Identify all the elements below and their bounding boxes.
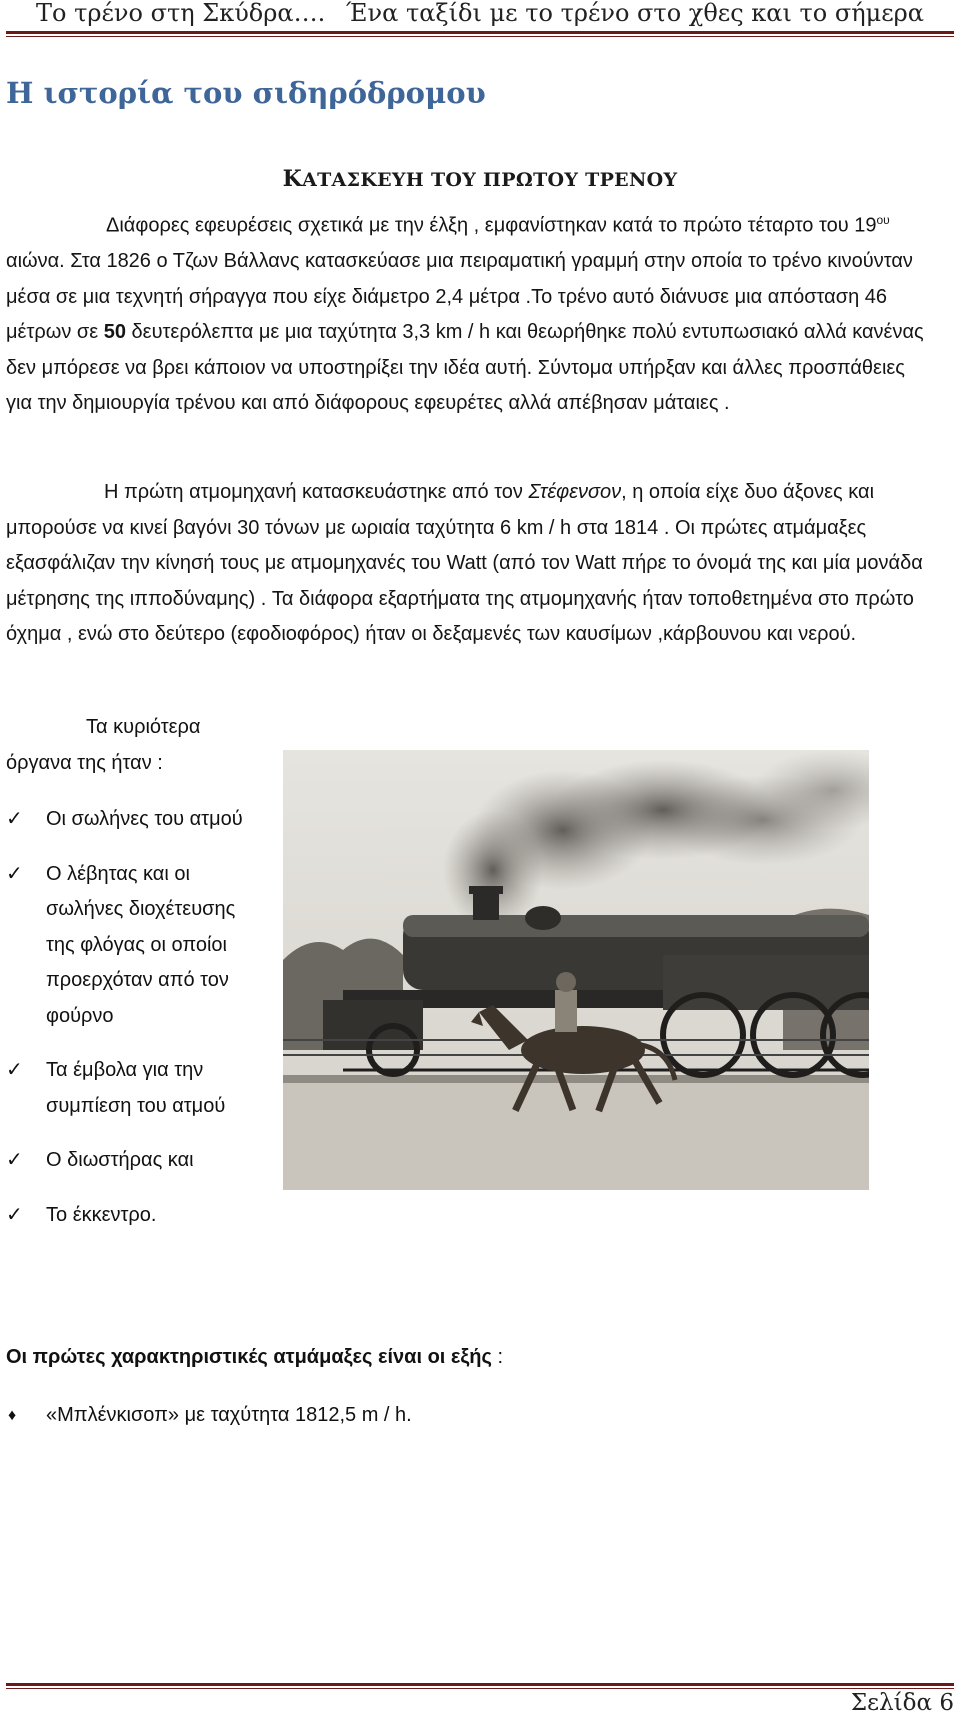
header-right-title: Ένα ταξίδι με το τρένο στο χθες και το σήμερα (345, 0, 924, 27)
list-item (6, 1143, 266, 1179)
organs-intro-line2: όργανα της ήταν : (6, 751, 163, 774)
para1-bold-number: 50 (103, 321, 126, 344)
subheading-initial: Κ (282, 166, 303, 192)
organs-intro-line1: Τα κυριότερα (86, 716, 201, 738)
para1-text-a: Διάφορες εφευρέσεις σχετικά με την έλξη , εμφανίστηκαν κατά το πρώτο τέταρτο του 19 (106, 214, 877, 237)
header-rule-thick (6, 31, 954, 34)
para2-text-a: Η πρώτη ατμομηχανή κατασκευάστηκε από τον (104, 481, 529, 503)
locomotives-heading (6, 1340, 503, 1376)
header-left-title: Το τρένο στη Σκύδρα…. (36, 0, 326, 27)
check-icon: ✓ (6, 1203, 23, 1226)
organs-checklist (6, 802, 266, 1233)
check-icon: ✓ (6, 1059, 23, 1081)
diamond-bullet-icon: ♦ (8, 1407, 17, 1424)
check-icon: ✓ (6, 1149, 23, 1171)
locomotives-heading-bold: Οι πρώτες χαρακτηριστικές ατμάμαξες είναι οι εξής (6, 1346, 492, 1368)
list-item (6, 1198, 266, 1234)
list-item-text: Ο διωστήρας και (46, 1149, 194, 1171)
para2-text-b: , η οποία είχε δυο άξονες και μπορούσε να κινεί βαγόνι 30 τόνων με ωριαία ταχύτητα 6 km / h στα 1814 . Οι πρώτες ατμάμαξες εξασφάλιζαν την κίνησή τους με ατμομηχανές του Watt (από τον Watt πήρε το όνομά της και μία μονάδα μέτρησης της ιπποδύναμης) . Τα διάφορα εξαρτήματα της ατμομηχανής ήταν τοποθετημένα στο πρώτο όχημα , ενώ στο δεύτερο (εφοδιοφόρος) ήταν οι δεξαμενές των καυσίμων ,κάρβουνου και νερού. (6, 481, 923, 645)
paragraph-stephenson (6, 475, 926, 653)
footer-rule-thick (6, 1683, 954, 1686)
para1-text-c: δευτερόλεπτα με μια ταχύτητα 3,3 km / h και θεωρήθηκε πολύ εντυπωσιακό αλλά κανένας δεν μπόρεσε να βρει κάποιον να υποστηρίξει την ιδέα αυτή. Σύντομα υπήρξαν και άλλες προσπάθειες για την δημιουργία τρένου και από διάφορους εφευρέτες αλλά απέβησαν μάταιες . (6, 321, 924, 415)
para1-text-b: αιώνα. Στα 1826 ο Τζων Βάλλανς κατασκεύασε μια πειραματική γραμμή στην οποία το τρένο κινούνταν μέσα σε μια τεχνητή σήραγγα που είχε διάμετρο 2,4 μέτρα .Το τρένο αυτό διάνυσε μια απόσταση 46 μέτρων σε (6, 250, 913, 344)
footer-rule-thin (6, 1688, 954, 1689)
section-heading: Η ιστορία του σιδηρόδρομου (6, 76, 486, 110)
list-item-text: Τα έμβολα για την συμπίεση του ατμού (46, 1059, 226, 1117)
list-item (6, 857, 266, 1035)
para2-italic-name: Στέφενσον (528, 481, 622, 503)
check-icon: ✓ (6, 808, 23, 830)
organs-intro (6, 710, 266, 781)
list-item (6, 1398, 412, 1434)
steam-locomotive-photo (283, 750, 869, 1190)
list-item-text: Οι σωλήνες του ατμού (46, 808, 243, 830)
subheading (0, 166, 960, 192)
locomotive-item-text: «Μπλένκισοπ» με ταχύτητα 1812,5 m / h. (46, 1404, 412, 1426)
subheading-rest: ΑΤΑΣΚΕΥΗ ΤΟΥ ΠΡΩΤΟΥ ΤΡΕΝΟΥ (302, 169, 678, 191)
para1-superscript: ου (876, 213, 890, 227)
page-header (0, 0, 960, 40)
check-icon: ✓ (6, 862, 23, 885)
list-item (6, 1053, 266, 1124)
list-item-text: Ο λέβητας και οι σωλήνες διοχέτευσης της φλόγας οι οποίοι προερχόταν από τον φούρνο (46, 862, 236, 1027)
list-item-text: Το έκκεντρο. (46, 1203, 157, 1226)
header-rule-thin (6, 36, 954, 37)
paragraph-first-train (6, 203, 926, 422)
locomotives-heading-tail: : (491, 1346, 504, 1368)
page-number: Σελίδα 6 (850, 1690, 954, 1716)
list-item (6, 802, 266, 838)
